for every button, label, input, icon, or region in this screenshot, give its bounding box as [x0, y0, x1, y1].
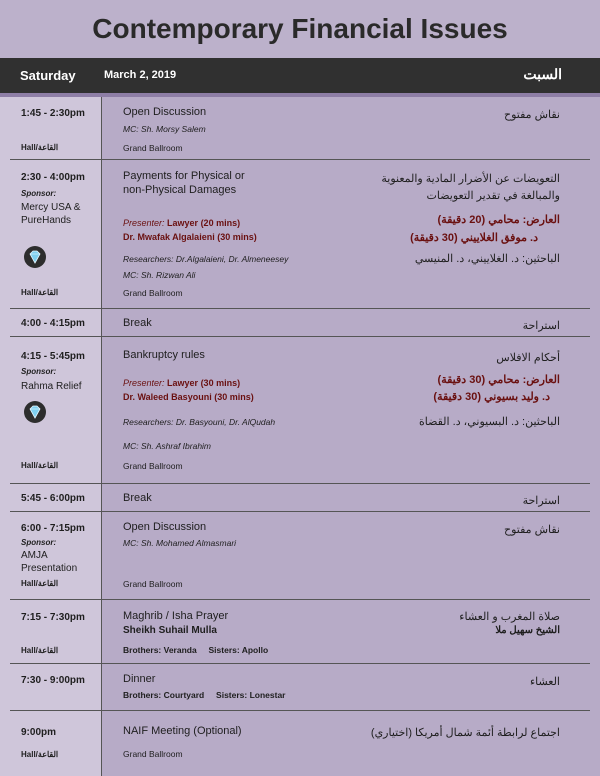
presenter-2-arabic: د. موفق الغلاييني (30 دقيقة) [410, 232, 538, 244]
session-title: Break [123, 317, 152, 329]
session-title: Break [123, 492, 152, 504]
session-time: 4:00 - 4:15pm [21, 318, 85, 329]
presenter-arabic: العارض: محامي (20 دقيقة) [437, 214, 560, 226]
session-title: NAIF Meeting (Optional) [123, 725, 242, 737]
session-title-arabic: العشاء [529, 676, 560, 688]
session-title-arabic: أحكام الافلاس [496, 352, 560, 364]
session-row [0, 309, 600, 337]
presenter-2: Dr. Waleed Basyouni (30 mins) [123, 392, 254, 402]
session-title: Dinner [123, 673, 156, 685]
sponsor-label: Sponsor: [21, 538, 57, 547]
diamond-icon [24, 246, 46, 268]
session-row [0, 512, 600, 600]
session-row [0, 97, 600, 160]
day-date: March 2, 2019 [104, 69, 177, 81]
presenter: Presenter: Lawyer (30 mins) [123, 378, 241, 388]
hall-label: Hall/القاعة [21, 461, 59, 470]
session-time: 7:30 - 9:00pm [21, 675, 85, 686]
session-room: Grand Ballroom [123, 579, 183, 589]
diamond-icon [24, 401, 46, 423]
session-room: Grand Ballroom [123, 288, 183, 298]
session-title-arabic-line2: والمبالغة في تقدير التعويضات [426, 190, 560, 202]
researchers: Researchers: Dr. Basyouni, Dr. AlQudah [123, 417, 276, 427]
session-title-arabic: نقاش مفتوح [503, 109, 560, 121]
session-title: Payments for Physical or [123, 170, 245, 182]
sponsor-label: Sponsor: [21, 367, 57, 376]
sponsor-name: Mercy USA & PureHands [21, 202, 81, 226]
presenter-arabic: العارض: محامي (30 دقيقة) [437, 374, 560, 386]
day-header [0, 58, 600, 93]
hall-label: Hall/القاعة [21, 579, 59, 588]
session-title-arabic: اجتماع لرابطة أئمة شمال أمريكا (اختياري) [370, 727, 560, 739]
session-row [0, 337, 600, 484]
session-time: 2:30 - 4:00pm [21, 172, 85, 183]
presenter: Presenter: Lawyer (20 mins) [123, 218, 241, 228]
session-time: 5:45 - 6:00pm [21, 493, 85, 504]
session-room: Brothers: Courtyard Sisters: Lonestar [123, 690, 286, 700]
session-mc: MC: Sh. Mohamed Almasmari [123, 538, 237, 548]
session-title-arabic: نقاش مفتوح [503, 524, 560, 536]
session-imam: Sheikh Suhail Mulla [123, 625, 217, 636]
session-row [0, 484, 600, 512]
day-name: Saturday [20, 68, 76, 83]
day-name-arabic: السبت [523, 66, 562, 82]
session-room: Grand Ballroom [123, 461, 183, 471]
researchers-arabic: الباحثين: د. البسيوني، د. القضاة [418, 416, 560, 428]
session-time: 7:15 - 7:30pm [21, 612, 85, 623]
researchers-arabic: الباحثين: د. الغلاييني، د. المنيسي [414, 253, 560, 265]
session-room: Grand Ballroom [123, 749, 183, 759]
hall-label: Hall/القاعة [21, 646, 59, 655]
session-title: Maghrib / Isha Prayer [123, 610, 229, 622]
session-room: Grand Ballroom [123, 143, 183, 153]
presenter-2-arabic: د. وليد بسيوني (30 دقيقة) [433, 391, 550, 403]
presenter-2: Dr. Mwafak Algalaieni (30 mins) [123, 232, 257, 242]
session-row [0, 711, 600, 776]
session-title-arabic: استراحة [522, 495, 560, 507]
session-title: Open Discussion [123, 521, 207, 533]
session-time: 4:15 - 5:45pm [21, 351, 85, 362]
session-title-arabic: التعويضات عن الأضرار المادية والمعنوية [381, 173, 560, 185]
session-time: 1:45 - 2:30pm [21, 108, 85, 119]
researchers: Researchers: Dr.Algalaieni, Dr. Almeneesey [123, 254, 289, 264]
sponsor-name: AMJA Presentation [21, 550, 78, 574]
session-mc: MC: Sh. Rizwan Ali [123, 270, 196, 280]
session-row [0, 600, 600, 664]
hall-label: Hall/القاعة [21, 750, 59, 759]
session-title-arabic: صلاة المغرب و العشاء [459, 611, 560, 623]
session-title-line2: non-Physical Damages [123, 184, 237, 196]
session-title: Bankruptcy rules [123, 349, 205, 361]
session-row [0, 160, 600, 309]
sponsor-name: Rahma Relief [21, 381, 82, 392]
sponsor-label: Sponsor: [21, 189, 57, 198]
session-title: Open Discussion [123, 106, 207, 118]
hall-label: Hall/القاعة [21, 288, 59, 297]
session-row [0, 664, 600, 711]
session-mc: MC: Sh. Ashraf Ibrahim [123, 441, 212, 451]
page-title: Contemporary Financial Issues [0, 0, 600, 58]
session-time: 6:00 - 7:15pm [21, 523, 85, 534]
session-mc: MC: Sh. Morsy Salem [123, 124, 206, 134]
hall-label: Hall/القاعة [21, 143, 59, 152]
session-title-arabic: استراحة [522, 320, 560, 332]
session-imam-arabic: الشيخ سهيل ملا [495, 625, 560, 636]
session-time: 9:00pm [21, 727, 57, 738]
session-room: Brothers: Veranda Sisters: Apollo [123, 645, 269, 655]
